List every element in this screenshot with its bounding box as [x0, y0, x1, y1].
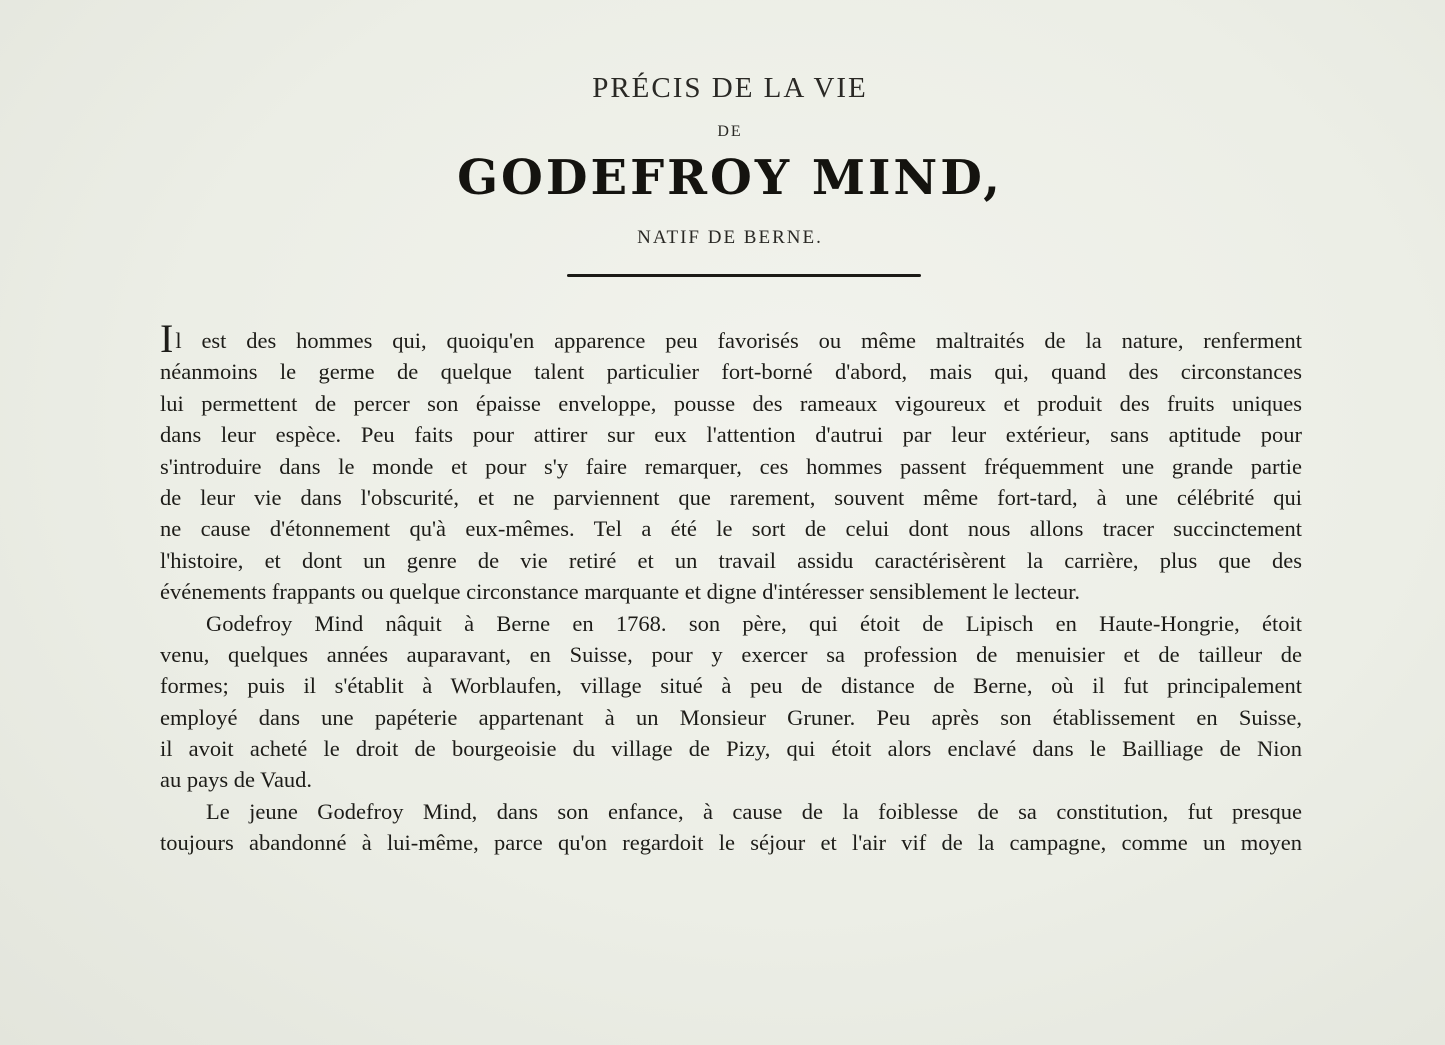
- text-line: formes; puis il s'établit à Worblaufen, village situé à peu de distance de Berne, où il fut principalement: [160, 673, 1302, 699]
- text-line: Le jeune Godefroy Mind, dans son enfance, à cause de la foiblesse de sa constitution, fut presque: [206, 798, 1302, 824]
- title-rule-divider: [567, 274, 921, 277]
- text-line: employé dans une papéterie appartenant à un Monsieur Gruner. Peu après son établissement en Suisse,: [160, 704, 1302, 730]
- drop-cap: I: [160, 316, 174, 361]
- subject-name: GODEFROY MIND,: [457, 150, 1003, 206]
- subject-origin: NATIF DE BERNE.: [637, 227, 823, 248]
- text-line: lui permettent de percer son épaisse enveloppe, pousse des rameaux vigoureux et produit des fruits uniques: [160, 390, 1302, 416]
- text-line: s'introduire dans le monde et pour s'y faire remarquer, ces hommes passent fréquemment une grande partie: [160, 453, 1302, 479]
- body-text: [160, 316, 1302, 859]
- text-line: ne cause d'étonnement qu'à eux-mêmes. Tel a été le sort de celui dont nous allons tracer succinctement: [160, 516, 1302, 542]
- text-line: l'histoire, et dont un genre de vie retiré et un travail assidu caractérisèrent la carrière, plus que des: [160, 547, 1302, 573]
- text-line: de leur vie dans l'obscurité, et ne parviennent que rarement, souvent même fort-tard, à une célébrité qui: [160, 484, 1302, 510]
- text-line: venu, quelques années auparavant, en Suisse, pour y exercer sa profession de menuisier et de tailleur de: [160, 641, 1302, 667]
- text-line: dans leur espèce. Peu faits pour attirer sur eux l'attention d'autrui par leur extérieur, sans aptitude pour: [160, 422, 1302, 448]
- text-line: il avoit acheté le droit de bourgeoisie du village de Pizy, qui étoit alors enclavé dans le Bailliage de Nion: [160, 736, 1302, 762]
- text-line: toujours abandonné à lui-même, parce qu'on regardoit le séjour et l'air vif de la campagne, comme un moyen: [160, 830, 1302, 856]
- title-line: PRÉCIS DE LA VIE: [592, 72, 868, 104]
- text-line: Il est des hommes qui, quoiqu'en apparence peu favorisés ou même maltraités de la nature, renferment: [160, 316, 1302, 361]
- text-line: néanmoins le germe de quelque talent particulier fort-borné d'abord, mais qui, quand des circonstances: [160, 359, 1302, 385]
- text-line: Godefroy Mind nâquit à Berne en 1768. son père, qui étoit de Lipisch en Haute-Hongrie, étoit: [206, 610, 1302, 636]
- text-line: au pays de Vaud.: [160, 767, 313, 793]
- title-connector: DE: [717, 123, 743, 140]
- text-line: événements frappants ou quelque circonstance marquante et digne d'intéresser sensiblement le lecteur.: [160, 579, 1080, 605]
